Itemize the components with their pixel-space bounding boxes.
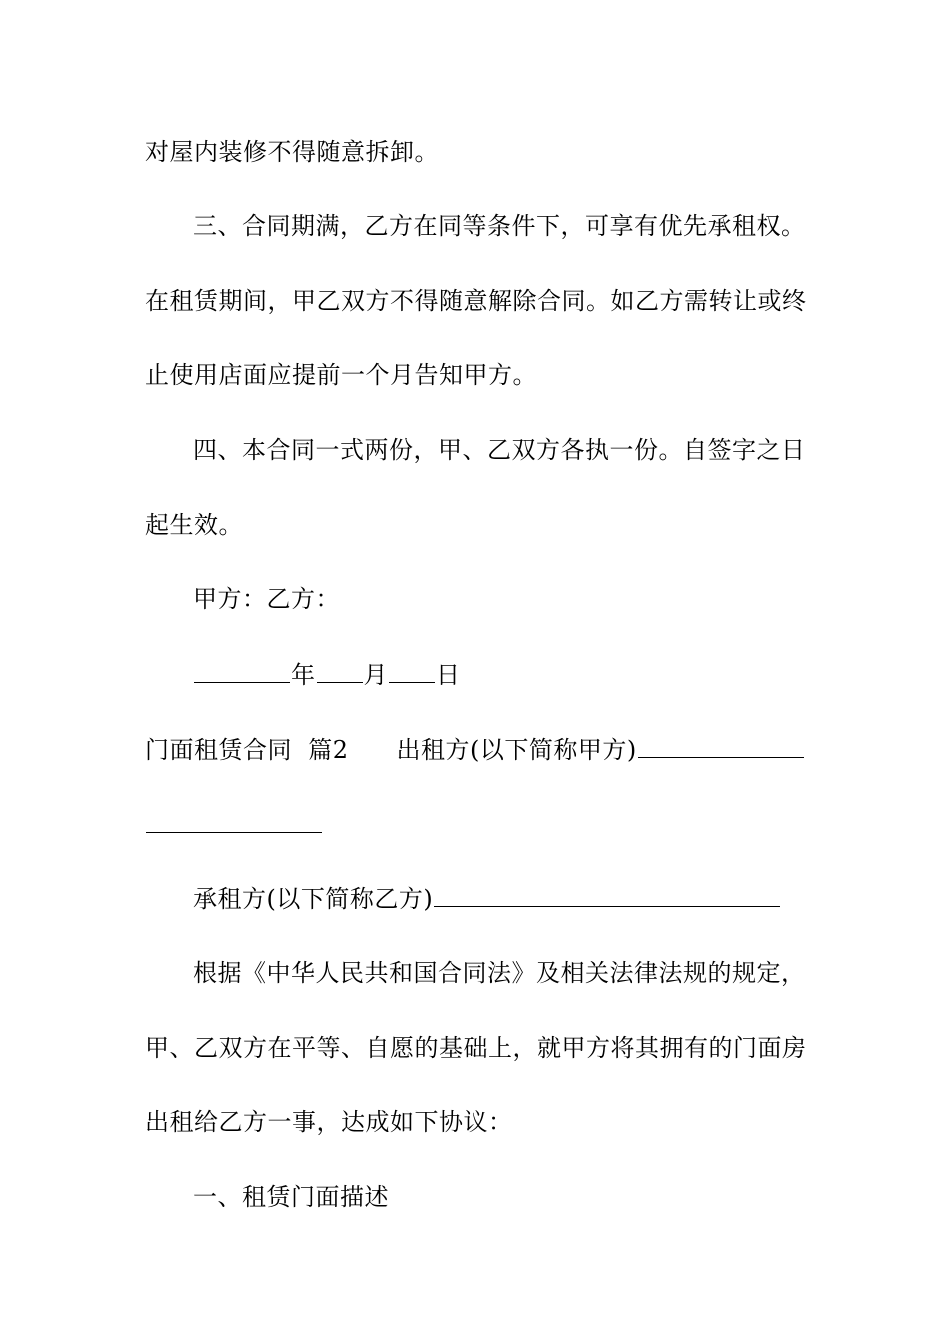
clause-three-line: 三、合同期满，乙方在同等条件下，可享有优先承租权。 (193, 212, 806, 240)
signature-parties-line: 甲方：乙方： (193, 585, 340, 613)
clause-four-line: 四、本合同一式两份，甲、乙双方各执一份。自签字之日 (193, 436, 806, 464)
lessee-blank (434, 882, 780, 907)
year-label: 年 (291, 661, 316, 689)
month-blank (317, 658, 363, 683)
paragraph-line: 在租赁期间，甲乙双方不得随意解除合同。如乙方需转让或终 (145, 287, 807, 315)
lessee-label: 承租方(以下简称乙方) (193, 885, 434, 913)
paragraph-line: 出租给乙方一事，达成如下协议： (145, 1108, 513, 1136)
lessee-line (193, 882, 873, 915)
section-heading-line (145, 733, 825, 766)
day-blank (389, 658, 435, 683)
year-blank (194, 658, 290, 683)
lessor-blank-continued-line (145, 808, 825, 841)
date-line (193, 658, 873, 691)
lessor-label: 出租方(以下简称甲方) (396, 736, 637, 764)
section-heading: 门面租赁合同 篇2 (145, 736, 349, 764)
clause-one-heading: 一、租赁门面描述 (193, 1183, 389, 1211)
paragraph-line: 止使用店面应提前一个月告知甲方。 (145, 361, 537, 389)
lessor-blank (638, 733, 804, 758)
month-label: 月 (363, 661, 388, 689)
lessor-blank-continued (146, 808, 322, 833)
paragraph-line: 对屋内装修不得随意拆卸。 (145, 138, 439, 166)
paragraph-line: 起生效。 (145, 511, 243, 539)
day-label: 日 (436, 661, 461, 689)
paragraph-line: 甲、乙双方在平等、自愿的基础上，就甲方将其拥有的门面房 (145, 1034, 807, 1062)
preamble-line: 根据《中华人民共和国合同法》及相关法律法规的规定， (193, 959, 806, 987)
